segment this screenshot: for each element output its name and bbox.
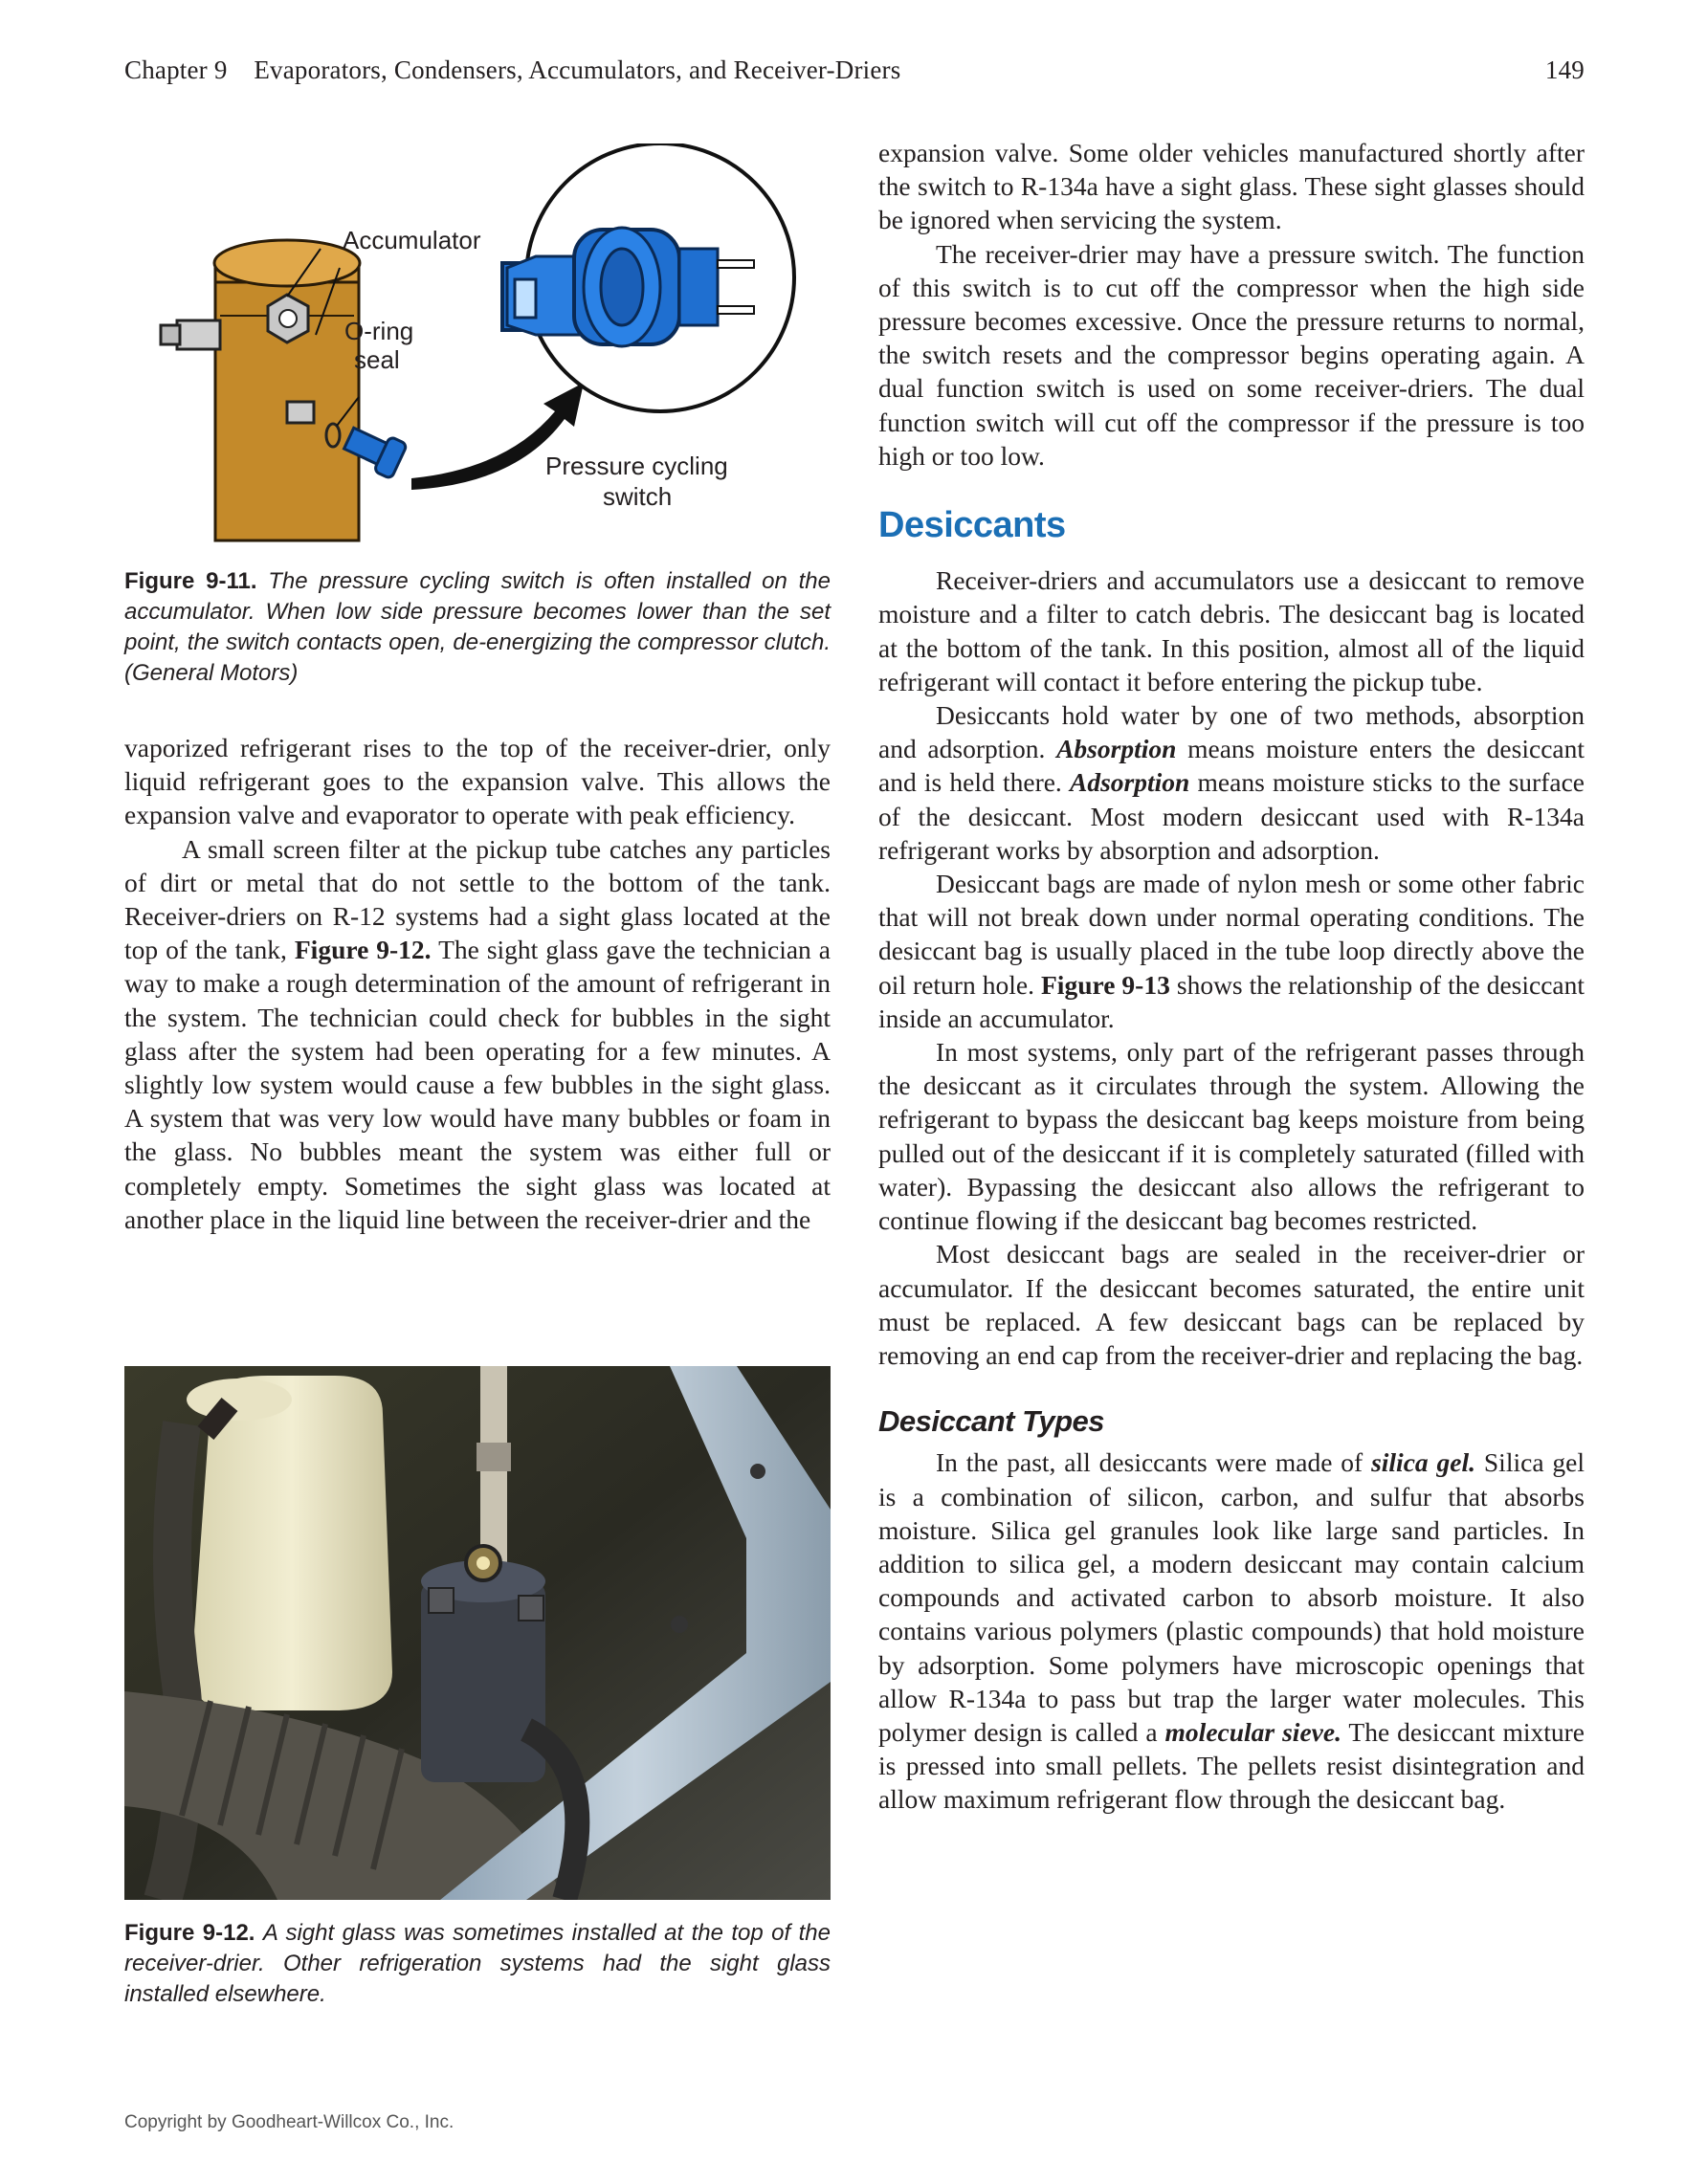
figure-9-13-reference: Figure 9-13 (1041, 969, 1170, 1000)
figure-9-12-caption-text: A sight glass was sometimes installed at the top of the receiver-drier. Other refrigeration systems had the sight glass installed elsewhere. (124, 1920, 831, 2007)
left-p2-text-b: The sight glass gave the technician a way to make a rough determination of the amount of refrigerant in the system. The technician could check for bubbles in the sight glass after the system had been operating for a few minutes. A slightly low system would cause a few bubbles in the sight glass. A system that was very low would have many bubbles or foam in the glass. No bubbles meant the system was either full or completely empty. Sometimes the sight glass was located at another place in the liquid line between the receiver-drier and the (124, 935, 831, 1234)
figure-9-12-photo (124, 1366, 831, 1900)
left-paragraph-1: vaporized refrigerant rises to the top of the receiver-drier, only liquid refrigerant goes to the expansion valve. This allows the expansion valve and evaporator to operate with peak efficiency. (124, 733, 831, 830)
term-absorption: Absorption (1056, 734, 1177, 764)
left-paragraph-2 (124, 832, 831, 1236)
subsection-heading-desiccant-types: Desiccant Types (878, 1404, 1105, 1439)
term-silica-gel: silica gel. (1371, 1447, 1476, 1478)
right-p4-text-b: means moisture enters the desiccant and is held there. (878, 734, 1585, 798)
page-number: 149 (1544, 55, 1585, 84)
right-paragraph-5 (878, 867, 1585, 1035)
right-p4-text-a: Desiccants hold water by one of two methods, absorption and adsorption. (878, 700, 1585, 764)
right-p8-text-a: In the past, all desiccants were made of (936, 1447, 1372, 1478)
figure-9-11-label: Figure 9-11. (124, 568, 257, 594)
running-header (124, 55, 1585, 94)
label-switch-line2: switch (603, 482, 673, 511)
right-p4-text-c: means moisture sticks to the surface of the desiccant. Most modern desiccant used with R-134a refrigerant works by absorption and adsorption. (878, 767, 1585, 865)
right-paragraph-6: In most systems, only part of the refrigerant passes through the desiccant as it circulates through the system. Allowing the refrigerant to bypass the desiccant bag keeps moisture from being pulled out of the desiccant if it is completely saturated (filled with water). Bypassing the desiccant also allows the refrigerant to continue flowing if the desiccant bag becomes restricted. (878, 1037, 1585, 1236)
left-column-text (124, 731, 831, 1236)
copyright-footer: Copyright by Goodheart-Willcox Co., Inc. (124, 2112, 454, 2132)
figure-9-11-caption (124, 566, 831, 689)
right-paragraph-8 (878, 1445, 1585, 1816)
label-switch-line1: Pressure cycling (545, 452, 728, 480)
left-p2-text-a: A small screen filter at the pickup tube catches any particles of dirt or metal that do not settle to the bottom of the tank. Receiver-driers on R-12 systems had a sight glass located at the top of the tank, (124, 833, 831, 965)
engine-bay-photo (124, 1366, 831, 1900)
right-paragraph-4 (878, 698, 1585, 867)
term-adsorption: Adsorption (1070, 767, 1190, 798)
right-p8-text-b: Silica gel is a combination of silicon, carbon, and sulfur that absorbs moisture. Silica gel granules look like large sand particles. In addition to silica gel, a modern desiccant may contain calcium compounds and activated carbon to absorb moisture. It also contains various polymers (plastic compounds) that hold moisture by adsorption. Some polymers have microscopic openings that allow R-134a to pass but trap the larger water molecules. This polymer design is called a (878, 1447, 1585, 1747)
right-paragraph-1: expansion valve. Some older vehicles manufactured shortly after the switch to R-134a have a sight glass. These sight glasses should be ignored when servicing the system. (878, 138, 1585, 235)
figure-9-11-illustration (124, 143, 832, 555)
label-oring-line2: seal (354, 345, 400, 374)
right-p5-text-a: Desiccant bags are made of nylon mesh or some other fabric that will not break down under normal operating conditions. The desiccant bag is usually placed in the tube loop directly above the oil return hole. (878, 869, 1585, 1000)
right-column-text (878, 136, 1585, 1817)
section-heading-desiccants: Desiccants (878, 505, 1066, 546)
right-paragraph-2: The receiver-drier may have a pressure switch. The function of this switch is to cut off the compressor when the high side pressure becomes excessive. Once the pressure returns to normal, the switch resets and the compressor begins operating again. A dual function switch is used on some receiver-driers. The dual function switch will cut off the compressor if the pressure is too high or too low. (878, 238, 1585, 471)
term-molecular-sieve: molecular sieve. (1164, 1716, 1341, 1747)
figure-9-11-caption-text: The pressure cycling switch is often installed on the accumulator. When low side pressure becomes lower than the set point, the switch contacts open, de-energizing the compressor clutch. (General Motors) (124, 568, 831, 686)
right-paragraph-3: Receiver-driers and accumulators use a desiccant to remove moisture and a filter to catch debris. The desiccant bag is located at the bottom of the tank. In this position, almost all of the liquid refrigerant will contact it before entering the pickup tube. (878, 565, 1585, 696)
accumulator-switch-diagram (124, 143, 832, 555)
figure-9-12-reference: Figure 9-12. (294, 935, 432, 965)
right-paragraph-7: Most desiccant bags are sealed in the receiver-drier or accumulator. If the desiccant becomes saturated, the entire unit must be replaced. A few desiccant bags can be replaced by removing an end cap from the receiver-drier and replacing the bag. (878, 1239, 1585, 1370)
chapter-title: Chapter 9 Evaporators, Condensers, Accumulators, and Receiver-Driers (124, 55, 901, 84)
right-p8-text-c: The desiccant mixture is pressed into small pellets. The pellets resist disintegration and allow maximum refrigerant flow through the desiccant bag. (878, 1716, 1585, 1815)
figure-9-12-label: Figure 9-12. (124, 1920, 255, 1946)
figure-9-12-caption (124, 1918, 831, 2010)
label-oring-line1: O-ring (344, 317, 414, 345)
right-p5-text-b: shows the relationship of the desiccant inside an accumulator. (878, 969, 1585, 1033)
label-accumulator: Accumulator (343, 226, 481, 254)
